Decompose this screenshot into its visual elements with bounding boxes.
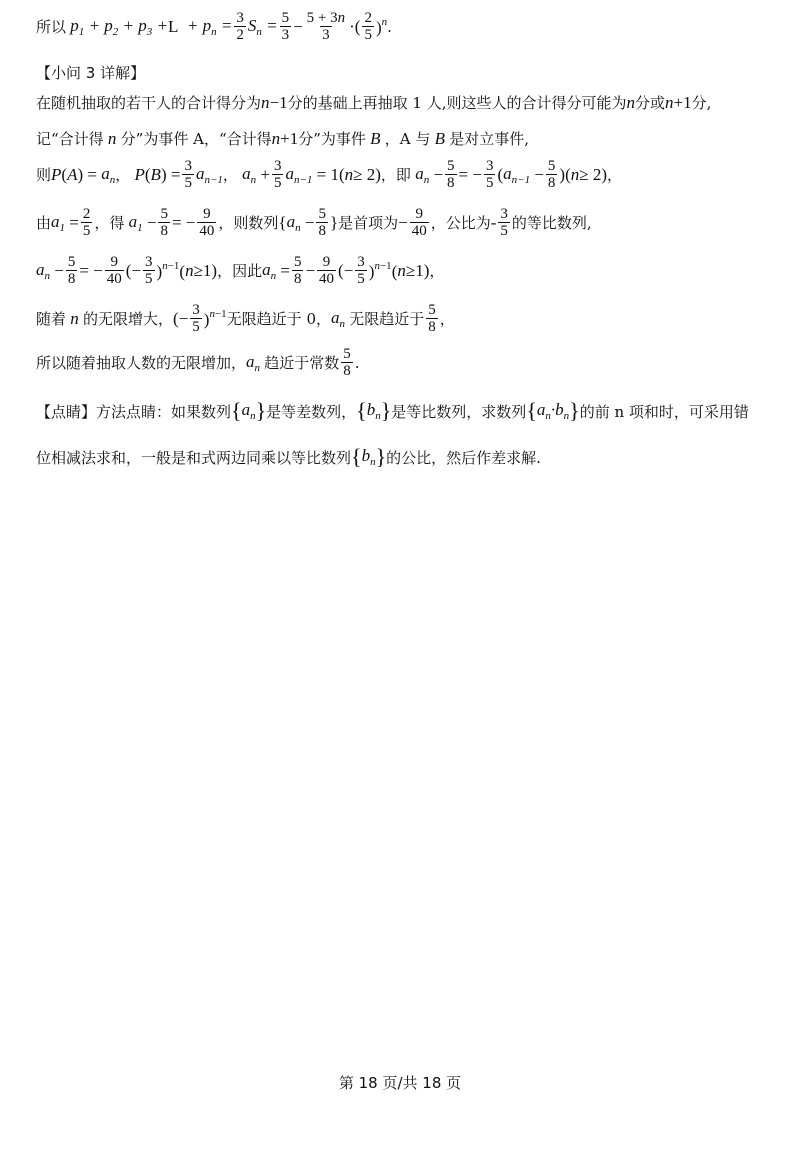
- math: )$^{n-1}$(: [368, 259, 398, 281]
- section-header: 【小问 3 详解】: [36, 64, 146, 82]
- text: 趋近于常数: [264, 354, 340, 372]
- math: n: [626, 92, 635, 112]
- fraction: $\frac{5}{8}$: [447, 158, 455, 191]
- page-number: 第 18 页/共 18 页: [338, 1074, 462, 1092]
- math: $a_1$: [51, 211, 66, 234]
- math: +1: [673, 92, 692, 112]
- math: P: [51, 164, 62, 184]
- math: $a_{n-1}$: [195, 163, 223, 186]
- math: ≥ 2): [579, 164, 607, 184]
- math: n: [664, 92, 674, 112]
- fraction: $\frac{9}{40}$: [319, 254, 335, 287]
- math: n: [66, 308, 84, 328]
- text: ，因此: [217, 262, 263, 280]
- text: ，公比为: [430, 214, 491, 232]
- math: +1: [280, 128, 299, 148]
- fraction: $\frac{5}{8}$: [67, 254, 76, 287]
- text: .: [387, 17, 392, 36]
- text: ，即: [380, 166, 411, 184]
- paragraph-line: [36, 92, 711, 113]
- text: ，: [222, 166, 238, 184]
- formula-line: [36, 206, 592, 239]
- fraction: $\frac{3}{5}$: [184, 158, 192, 191]
- math: $p_1 + p_2 + p_3$ +: [66, 15, 168, 38]
- math: ≥1): [405, 260, 430, 280]
- math: =: [65, 212, 79, 232]
- math: = −: [458, 164, 482, 184]
- math: = −: [79, 260, 103, 280]
- text: 的无限增大，: [83, 310, 174, 328]
- text: ，得: [94, 214, 125, 232]
- math: A: [67, 164, 78, 184]
- math: $a_n$: [330, 307, 345, 330]
- math: $a_1$: [124, 211, 143, 234]
- math: {: [356, 398, 367, 423]
- text: 是等比数列，求数列: [391, 402, 527, 421]
- text: 分或: [634, 94, 665, 112]
- math: $a_n$: [246, 351, 261, 374]
- fraction: $\frac{2}{5}$: [364, 10, 372, 43]
- math: B: [150, 164, 161, 184]
- text: 无限趋近于: [349, 310, 425, 328]
- formula-line-sum: [36, 10, 392, 43]
- math: n: [103, 128, 121, 148]
- text: 是首项为: [338, 214, 399, 232]
- fraction: $\frac{5 + 3n}{3}$: [306, 10, 346, 43]
- formula-line: [36, 346, 360, 379]
- math: )$^n$: [375, 15, 388, 37]
- math: −1: [269, 92, 288, 112]
- fraction: $\frac{5}{8}$: [343, 346, 351, 379]
- math: {: [526, 398, 537, 423]
- text: 是等差数列，: [266, 402, 357, 421]
- math: P: [130, 164, 145, 184]
- math: +: [256, 164, 270, 184]
- math: $a_n\cdot b_n$: [536, 400, 570, 422]
- text: 的等比数列,: [511, 214, 592, 232]
- math: $a_n$: [36, 259, 50, 282]
- fraction: $\frac{9}{40}$: [411, 206, 427, 239]
- text: 分”为事件 A，“合计得: [120, 130, 272, 148]
- math: $S_n$ =: [247, 15, 278, 38]
- math: (: [497, 164, 504, 184]
- fraction: $\frac{5}{8}$: [318, 206, 326, 239]
- math: n: [185, 260, 194, 280]
- text: ，: [439, 310, 455, 328]
- math: (−: [173, 308, 189, 328]
- text: ，A 与: [384, 130, 431, 148]
- text: 在随机抽取的若干人的合计得分为: [36, 94, 262, 112]
- text: 的公比，然后作差求解.: [386, 448, 541, 467]
- math: + $p_n$ =: [186, 15, 233, 38]
- math: $a_{n-1}$: [285, 163, 313, 186]
- math: −: [429, 164, 444, 184]
- math: }: [255, 398, 267, 423]
- fraction: $\frac{3}{5}$: [273, 158, 282, 191]
- math: (: [144, 164, 151, 184]
- math: −: [300, 212, 315, 232]
- fraction: $\frac{5}{8}$: [293, 254, 302, 287]
- fraction: $\frac{5}{3}$: [281, 10, 290, 43]
- math: {: [351, 444, 362, 469]
- note-line: [36, 398, 749, 424]
- fraction: $\frac{2}{5}$: [82, 206, 91, 239]
- text: 分”为事件: [298, 130, 366, 148]
- math: −: [142, 212, 157, 232]
- fraction: $\frac{3}{5}$: [192, 302, 200, 335]
- text: ，: [607, 166, 623, 184]
- math: }: [329, 212, 339, 232]
- fraction: $\frac{3}{5}$: [500, 206, 508, 239]
- text: 位相减法求和，一般是和式两边同乘以等比数列: [36, 448, 352, 467]
- math: )(: [559, 164, 571, 184]
- fraction: $\frac{9}{40}$: [199, 206, 215, 239]
- math: −: [293, 16, 303, 36]
- math: ≥ 2): [353, 164, 381, 184]
- text: 无限趋近于 0，: [226, 310, 331, 328]
- text: 方法点睛：如果数列: [96, 402, 232, 421]
- text: ，: [429, 262, 445, 280]
- note-tag: 【点睛】: [36, 402, 97, 421]
- math: $a_n$: [101, 163, 116, 186]
- formula-line: [36, 254, 444, 287]
- formula-line: [36, 158, 622, 191]
- math: $a_n$: [410, 163, 430, 186]
- math: n: [570, 164, 580, 184]
- math: −: [398, 212, 408, 232]
- math: (: [61, 164, 68, 184]
- math: $a_n$: [241, 400, 256, 422]
- text: 是对立事件,: [449, 130, 530, 148]
- math: ·(: [349, 16, 361, 36]
- math: = 1(: [312, 164, 345, 184]
- text: 分,: [691, 94, 712, 112]
- fraction: $\frac{5}{8}$: [547, 158, 556, 191]
- math: n: [271, 128, 281, 148]
- fraction: $\frac{9}{40}$: [106, 254, 122, 287]
- math: −: [305, 260, 316, 280]
- math: n: [397, 260, 406, 280]
- math: (−: [125, 260, 142, 280]
- math: }: [569, 398, 580, 423]
- math: (−: [338, 260, 354, 280]
- math: $a_n$: [237, 163, 257, 186]
- math: = −: [171, 212, 196, 232]
- math: ≥1): [193, 260, 218, 280]
- fraction: $\frac{3}{2}$: [236, 10, 244, 43]
- math: $a_n$: [286, 211, 301, 234]
- math: −: [50, 260, 64, 280]
- math: B: [365, 128, 385, 148]
- math: }: [380, 398, 392, 423]
- text: 记“合计得: [36, 130, 104, 148]
- math: {: [278, 212, 287, 232]
- text: 则: [36, 166, 52, 184]
- math: $a_n$: [262, 259, 277, 282]
- ellipsis-glyph: L: [167, 16, 187, 36]
- math: )$^{n-1}$: [203, 307, 227, 329]
- formula-line: [36, 302, 455, 335]
- fraction: $\frac{3}{5}$: [145, 254, 153, 287]
- text: 的前 n 项和时，可采用错: [579, 402, 749, 421]
- text: ，: [115, 166, 131, 184]
- text: .: [354, 353, 360, 372]
- text: 分的基础上再抽取 1 人,则这些人的合计得分可能为: [287, 94, 627, 112]
- math: )$^{n-1}$(: [156, 259, 186, 281]
- fraction: $\frac{3}{5}$: [357, 254, 365, 287]
- text: 随着: [36, 310, 67, 328]
- fraction: $\frac{5}{8}$: [160, 206, 168, 239]
- math: $b_n$: [361, 446, 376, 468]
- math: $b_n$: [366, 400, 381, 422]
- math: ) =: [77, 164, 102, 184]
- fraction: $\frac{3}{5}$: [485, 158, 494, 191]
- math: $a_{n-1}$: [503, 163, 531, 186]
- math: }: [375, 444, 387, 469]
- math: ) =: [160, 164, 181, 184]
- math: −: [530, 164, 544, 184]
- paragraph-line: [36, 128, 529, 149]
- text: 所以: [36, 18, 67, 36]
- text: ，则数列: [218, 214, 279, 232]
- math: n: [344, 164, 354, 184]
- math: B: [430, 128, 450, 148]
- note-line: [36, 444, 541, 470]
- text: 由: [36, 214, 52, 232]
- math: =: [276, 260, 290, 280]
- math: n: [261, 92, 270, 112]
- text: 所以随着抽取人数的无限增加，: [36, 354, 247, 372]
- math: {: [231, 398, 242, 423]
- math: -: [490, 212, 497, 232]
- fraction: $\frac{5}{8}$: [428, 302, 436, 335]
